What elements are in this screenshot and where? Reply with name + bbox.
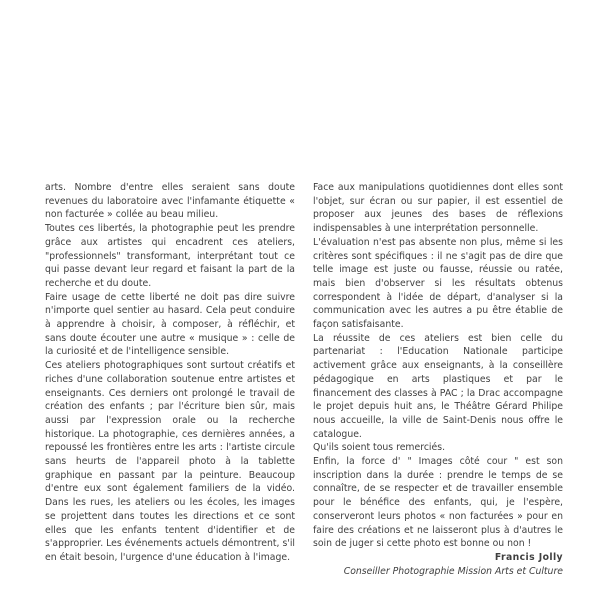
paragraph: Toutes ces libertés, la photographie peut les prendre grâce aux artistes qui encadrent ces ateliers, "professionnels" transformant, interprétant tout ce qui passe devant leur regard et faisant la part de la recherche et du doute. [45,223,295,289]
paragraph: La réussite de ces ateliers est bien celle du partenariat : l'Education Nationale participe activement grâce aux enseignants, à la conseillère pédagogique en arts plastiques et par le financement des classes à PAC ; la Drac accompagne le projet depuis huit ans, le Théâtre Gérard Philipe nous accueille, la ville de Saint-Denis nous offre le catalogue. [313,332,563,440]
paragraph: Ces ateliers photographiques sont surtout créatifs et riches d'une collaboration soutenue entre artistes et enseignants. Ces derniers ont prolongé le travail de création des enfants ; par l'écriture bien sûr, mais aussi par l'expression orale ou la recherche historique. La photographie, ces dernières années, a repoussé les frontières entre les arts : l'artiste circule sans heurts de l'appareil photo à la tablette graphique en passant par la peinture. Beaucoup d'entre eux sont également familiers de la vidéo. Dans les rues, les ateliers ou les écoles, les images se projettent dans toutes les directions et ce sont elles que les enfants tentent d'identifier et de s'approprier. Les événements actuels démontrent, s'il en était besoin, l'urgence d'une éducation à l'image. [45,360,296,563]
paragraph: Faire usage de cette liberté ne doit pas dire suivre n'importe quel sentier au hasard. Cela peut conduire à apprendre à choisir, à composer, à réfléchir, et sans doute écouter une autre « musique » : celle de la curiosité et de l'intelligence sensible. [45,291,295,358]
right-column [313,181,563,578]
paragraph: arts. Nombre d'entre elles seraient sans doute revenues du laboratoire avec l'infamante étiquette « non facturée » collée au beau milieu. [45,182,295,221]
signature-role: Conseiller Photographie Mission Arts et Culture [343,565,563,577]
paragraph: L'évaluation n'est pas absente non plus, même si les critères sont spécifiques : il ne s'agit pas de dire que telle image est juste ou fausse, réussie ou ratée, mais bien d'observer si les résultats obtenus correspondent à l'idée de départ, d'analyser si la communication avec les autres a pu être établie de façon satisfaisante. [313,236,563,331]
left-column [45,181,295,578]
paragraph: Face aux manipulations quotidiennes dont elles sont l'objet, sur écran ou sur papier, il est essentiel de proposer aux jeunes des bases de réflexions indispensables à une interprétation personnelle. [313,182,563,235]
paragraph: Enfin, la force d' " Images côté cour " est son inscription dans la durée : prendre le temps de se connaître, de se respecter et de travailler ensemble pour le bénéfice des enfants, qui, je l'espère, conserveront leurs photos « non facturées » pour en faire des créations et ne laisseront plus à d'autres le soin de juger si cette photo est bonne ou non ! [313,456,563,550]
signature-name: Francis Jolly [494,551,563,563]
text-block [45,181,563,578]
paragraph: Qu'ils soient tous remerciés. [313,442,446,454]
